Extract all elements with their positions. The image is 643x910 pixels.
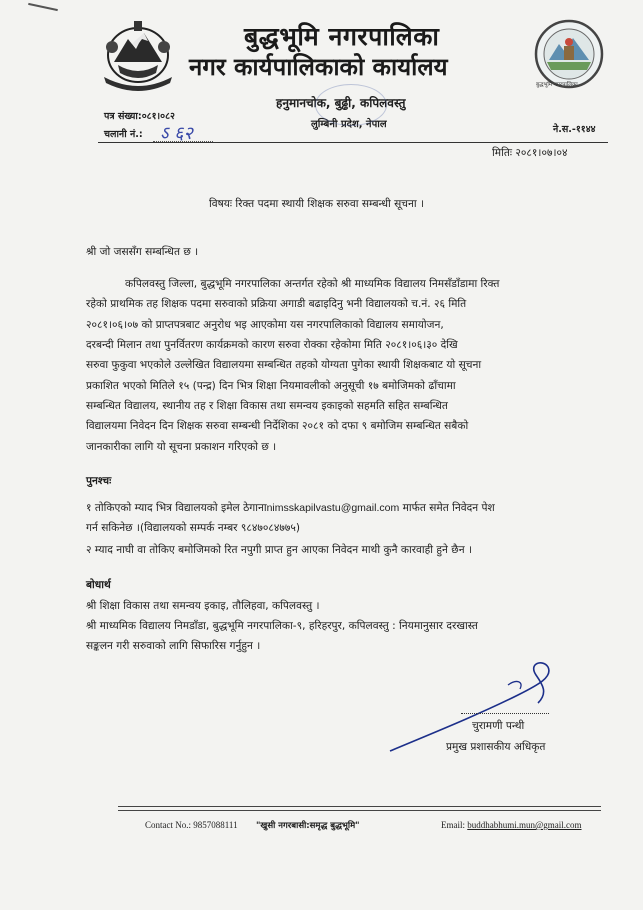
body-line-8: विद्यालयमा निवेदन दिन शिक्षक सरुवा सम्बन्धी निर्देशिका २०८१ को दफा ९ बमोजिम सम्बन्धित सबैको (86, 420, 469, 432)
postscript-item-2: २ म्याद नाघी वा तोकिए बमोजिमको रित नपुगी प्राप्त हुन आएका निवेदन माथी कुनै कारवाही हुने छैन । (86, 544, 472, 556)
footer-rule-1 (118, 806, 601, 807)
nepal-emblem-icon (98, 17, 178, 93)
salutation: श्री जो जससँग सम्बन्धित छ । (86, 246, 199, 258)
cc-line-1: श्री शिक्षा विकास तथा समन्वय इकाइ, तौलिहवा, कपिलवस्तु । (86, 600, 320, 612)
body-line-3: २०८१।०६।०७ को प्राप्तपत्रबाट अनुरोध भइ आएकोमा यस नगरपालिकाको विद्यालय समायोजन, (86, 319, 444, 331)
seal-label: बुद्धभूमि नगरपालिका (536, 82, 578, 88)
nepal-sambat: ने.स.-११४४ (553, 124, 596, 135)
footer-email-link: buddhabhumi.mun@gmail.com (467, 820, 582, 830)
dispatch-number: ऽ ६२ (160, 123, 193, 144)
scan-mark (28, 3, 58, 11)
footer-contact: Contact No.: 9857088111 (145, 820, 238, 830)
body-line-9: जानकारीका लागि यो सूचना प्रकाशन गरिएको छ । (86, 441, 277, 453)
body-line-1: कपिलवस्तु जिल्ला, बुद्धभूमि नगरपालिका अन्तर्गत रहेको श्री माध्यमिक विद्यालय निमसँडाँडामा रिक्त (125, 278, 500, 290)
body-line-6: प्रकाशित भएको मितिले १५ (पन्द्र) दिन भित्र शिक्षा नियमावलीको अनुसूची १७ बमोजिमको ढाँचामा (86, 380, 456, 392)
office-stamp (315, 84, 387, 126)
body-line-5: सरुवा फुकुवा भएकोले उल्लेखित विद्यालयमा सम्बन्धित तहको योग्यता पुगेका स्थायी शिक्षकबाट यो सूचना (86, 359, 482, 371)
school-email: nimsskapilvastu@gmail.com (266, 502, 400, 514)
cc-line-3: सङ्कलन गरी सरुवाको लागि सिफारिस गर्नुहुन । (86, 640, 261, 652)
cc-line-2: श्री माध्यमिक विद्यालय निमडाँडा, बुद्धभूमि नगरपालिका-९, हरिहरपुर, कपिलवस्तु : नियमानुसार दरखास्त (86, 620, 478, 632)
ref-number: पत्र संख्या:०८१।०८२ (104, 111, 175, 122)
postscript-item-1: १ तोकिएको म्याद भित्र विद्यालयको इमेल ठेगानाnimsskapilvastu@gmail.com मार्फत समेत निवेदन पेश (86, 502, 495, 514)
signatory-title: प्रमुख प्रशासकीय अधिकृत (446, 741, 546, 753)
signature-line (461, 713, 549, 714)
subject-line: विषयः रिक्त पदमा स्थायी शिक्षक सरुवा सम्बन्धी सूचना । (209, 198, 424, 210)
footer-slogan: "खुसी नगरबासी:समृद्ध बुद्धभूमि" (256, 821, 360, 831)
signatory-name: चुरामणी पन्थी (472, 720, 525, 732)
office-province: लुम्बिनी प्रदेश, नेपाल (311, 119, 387, 130)
body-line-2: रहेको प्राथमिक तह शिक्षक पदमा सरुवाको प्रक्रिया अगाडी बढाइदिनु भनी विद्यालयको च.नं. २६ मिति (86, 298, 467, 310)
office-address: हनुमानचोक, बुढ्ढी, कपिलवस्तु (276, 96, 406, 110)
body-line-4: दरबन्दी मिलान तथा पुनर्वितरण कार्यक्रमको कारण सरुवा रोक्का रहेकोमा मिति २०८१।०६।३० देखि (86, 339, 458, 351)
office-title: नगर कार्यपालिकाको कार्यालय (189, 53, 448, 81)
postscript-item-1-cont: गर्न सकिनेछ ।(विद्यालयको सम्पर्क नम्बर ९८४७०८४७७५) (86, 522, 301, 534)
footer-rule-2 (118, 810, 601, 811)
office-name: बुद्धभूमि नगरपालिका (244, 22, 440, 51)
footer-email: Email: buddhabhumi.mun@gmail.com (441, 820, 582, 830)
cc-heading: बोधार्थ (86, 579, 111, 591)
letter-date: मितिः २०८१।०७।०४ (492, 147, 568, 159)
postscript-heading: पुनश्चः (86, 475, 112, 487)
body-line-7: सम्बन्धित विद्यालय, स्थानीय तह र शिक्षा विकास तथा समन्वय इकाइको सहमति सहित सम्बन्धित (86, 400, 448, 412)
dispatch-label: चलानी नं.: (104, 129, 143, 140)
